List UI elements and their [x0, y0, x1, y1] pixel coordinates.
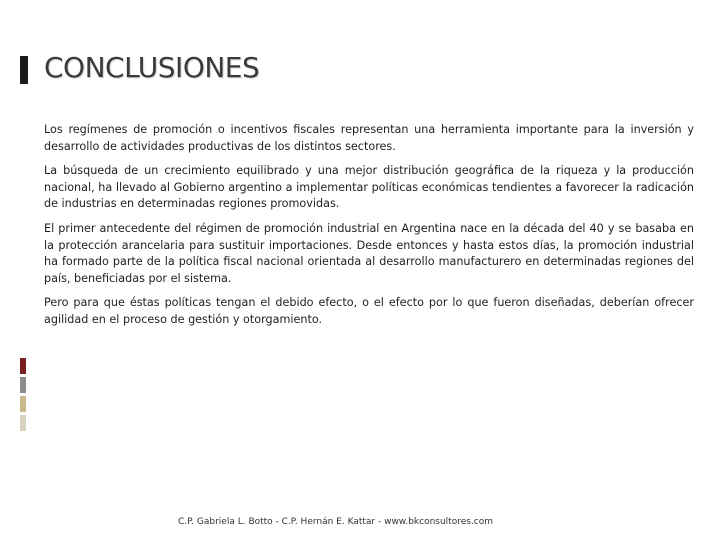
slide-title: CONCLUSIONES: [44, 51, 260, 84]
paragraph-4: Pero para que éstas políticas tengan el debido efecto, o el efecto por lo que fueron diseñadas, deberían ofrecer agilidad en el proceso de gestión y otorgamiento.: [44, 296, 694, 326]
paragraph-2: La búsqueda de un crecimiento equilibrado y una mejor distribución geográfica de la riqueza y la producción nacional, ha llevado al Gobierno argentino a implementar políticas económicas tendientes a favorecer la radicación de industrias en determinadas regiones promovidas.: [44, 164, 694, 211]
slide-body: [44, 122, 694, 337]
paragraph-3: El primer antecedente del régimen de promoción industrial en Argentina nace en la década del 40 y se basaba en la protección arancelaria para sustituir importaciones. Desde entonces y hasta estos días, la promoción industrial ha formado parte de la política fiscal nacional orientada al desarrollo manufacturero en determinadas regiones del país, beneficiadas por el sistema.: [44, 221, 694, 285]
paragraph-1: Los regímenes de promoción o incentivos fiscales representan una herramienta importante para la inversión y desarrollo de actividades productivas de los distintos sectores.: [44, 123, 694, 153]
side-mark-3: [20, 396, 26, 412]
slide-footer: C.P. Gabriela L. Botto - C.P. Hernán E. Kattar - www.bkconsultores.com: [178, 517, 494, 527]
side-mark-2: [20, 377, 26, 393]
side-decoration: [20, 358, 26, 434]
side-mark-4: [20, 415, 26, 431]
side-mark-1: [20, 358, 26, 374]
title-accent-bar: [20, 56, 28, 84]
